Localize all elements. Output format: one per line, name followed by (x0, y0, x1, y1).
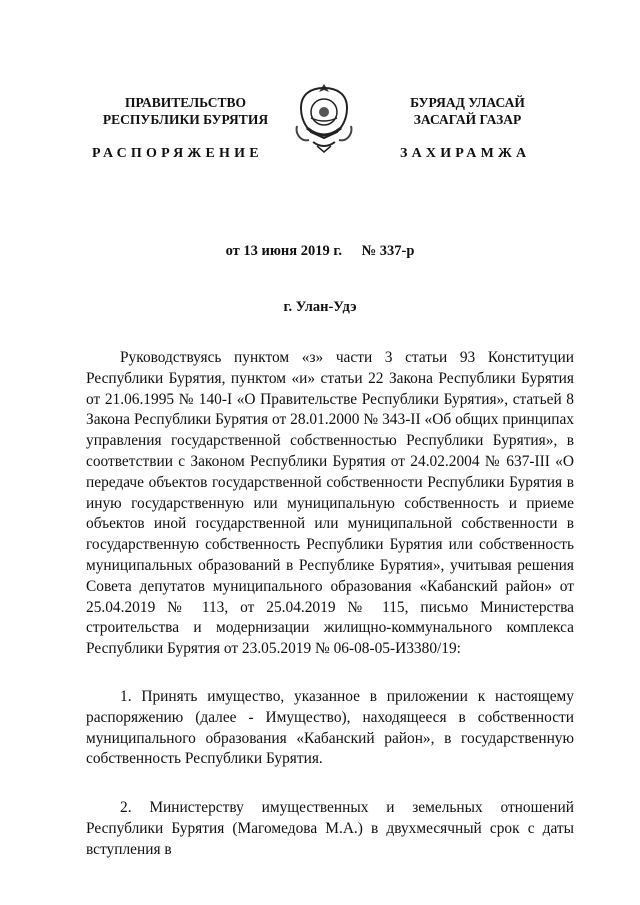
government-name-line2: РЕСПУБЛИКИ БУРЯТИЯ (102, 112, 269, 127)
document-place: г. Улан-Удэ (283, 299, 357, 315)
government-name-buryat (380, 94, 555, 128)
document-type-russian: РАСПОРЯЖЕНИЕ (92, 146, 263, 161)
document-type-buryat: ЗАХИРАМЖА (400, 146, 531, 161)
clause-2-paragraph: 2. Министерству имущественных и земельных отношений Республики Бурятия (Магомедова М.А.) в двухмесячный срок с даты вступления в (86, 799, 574, 858)
government-name-russian (98, 94, 273, 128)
preamble-paragraph: Руководствуясь пунктом «з» части 3 статьи 93 Конституции Республики Бурятия, пунктом «и» статьи 22 Закона Республики Бурятия от 21.06.1995 № 140-I «О Правительстве Республики Бурятия», статьей 8 Закона Республики Бурятия от 28.01.2000 № 343-II «Об общих принципах управления государственной собственностью Республики Бурятия», в соответствии с Законом Республики Бурятия от 24.02.2004 № 637-III «О передаче объектов государственной собственности Республики Бурятия в иную государственную или муниципальную собственность и приеме объектов иной государственной или муниципальной собственности в государственную собственность Республики Бурятия или собственность муниципальных образований в Республике Бурятия», учитывая решения Совета депутатов муниципального образования «Кабанский район» от 25.04.2019 № 113, от 25.04.2019 № 115, письмо Министерства строительства и модернизации жилищно-коммунального комплекса Республики Бурятия от 23.05.2019 № 06-08-05-И3380/19: (86, 349, 574, 658)
document-date: от 13 июня 2019 г. (225, 243, 342, 259)
document-number: № 337-р (361, 243, 415, 259)
document-date-number (0, 243, 640, 260)
government-name-line1: ПРАВИТЕЛЬСТВО (124, 95, 246, 110)
coat-of-arms-emblem (293, 82, 355, 154)
government-name-buryat-line2: ЗАСАГАЙ ГАЗАР (413, 112, 522, 127)
clause-1-paragraph: 1. Принять имущество, указанное в приложении к настоящему распоряжению (далее - Имущество), находящееся в собственности муниципального образования «Кабанский район», в государственную собственность Республики Бурятия. (86, 688, 574, 768)
government-name-buryat-line1: БУРЯАД УЛАСАЙ (410, 95, 525, 110)
